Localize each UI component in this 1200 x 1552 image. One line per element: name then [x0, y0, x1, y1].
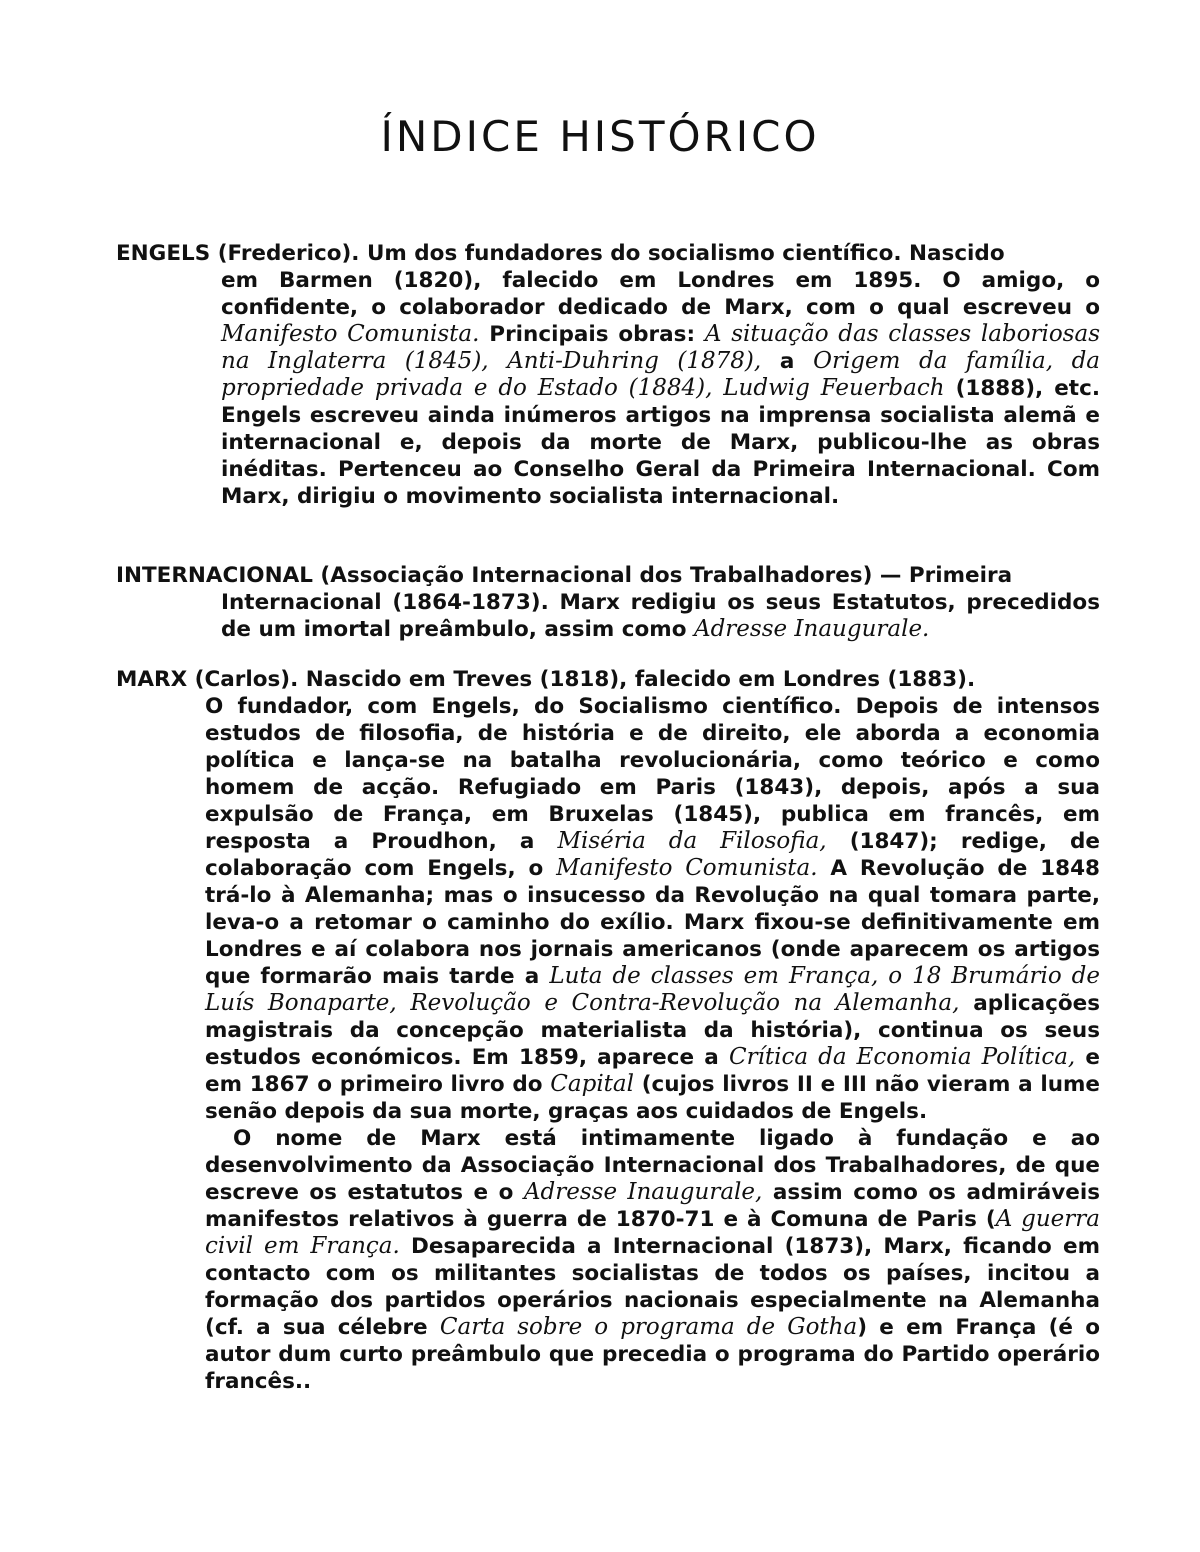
entry-first-line [116, 666, 1100, 693]
entry-first-text: (Frederico). Um dos fundadores do socialismo científico. Nascido [210, 241, 1005, 266]
work-title: Adresse Inaugurale, [523, 1179, 763, 1205]
entry-text: a [761, 349, 814, 374]
entry-paragraph-2 [205, 1125, 1100, 1395]
entry-text: (cujos livros II e III não vieram a lume senão depois da sua morte, graças aos cuidados de Engels. [205, 1072, 1100, 1124]
work-title: Origem da família, da propriedade privada e do Estado (1884), Ludwig Feuerbach [221, 348, 1101, 401]
work-title: Capital [550, 1071, 634, 1097]
index-entry-engels [116, 240, 1100, 510]
entry-text: Desaparecida a Internacional (1873), Marx, ficando em contacto com os militantes socialistas de todos os países, incitou a formação dos partidos operários nacionais especialmente na Alemanha (cf. a sua célebre [205, 1234, 1100, 1340]
entry-term: ENGELS [116, 241, 211, 266]
entry-text: (1847); redige, de colaboração com Engels, o [205, 829, 1100, 881]
entry-text: aplicações magistrais da concepção materialista da história), continua os seus estudos económicos. Em 1859, aparece a [205, 991, 1100, 1070]
work-title: Luta de classes em França, o 18 Brumário de Luís Bonaparte, Revolução e Contra-Revolução na Alemanha, [205, 963, 1100, 1016]
entry-body [221, 267, 1100, 510]
entry-text: e em 1867 o primeiro livro do [205, 1045, 1100, 1097]
entry-text: em Barmen (1820), falecido em Londres em 1895. O amigo, o confidente, o colaborador dedicado de Marx, com o qual escreveu o [221, 268, 1100, 320]
entry-text: A Revolução de 1848 trá-lo à Alemanha; mas o insucesso da Revolução na qual tomara parte, leva-o a retomar o caminho do exílio. Marx fixou-se definitivamente em Londres e aí colabora nos jornais americanos (onde aparecem os artigos que formarão mais tarde a [205, 856, 1100, 989]
entry-text: (1888), etc. Engels escreveu ainda inúmeros artigos na imprensa socialista alemã e internacional e, depois da morte de Marx, publicou-lhe as obras inéditas. Pertenceu ao Conselho Geral da Primeira Internacional. Com Marx, dirigiu o movimento socialista internacional. [221, 376, 1100, 509]
index-entry-internacional [116, 562, 1100, 643]
entry-term: MARX [116, 667, 188, 692]
work-title: Manifesto Comunista. [221, 321, 480, 347]
work-title: A situação das classes laboriosas na Inglaterra (1845), Anti-Duhring (1878), [221, 321, 1101, 374]
work-title: Manifesto Comunista. [556, 855, 818, 881]
entry-first-line [116, 562, 1100, 589]
work-title: Adresse Inaugurale. [693, 616, 930, 642]
entry-text: Principais obras: [479, 322, 705, 347]
work-title: Crítica da Economia Política, [728, 1044, 1076, 1070]
entry-text: O fundador, com Engels, do Socialismo científico. Depois de intensos estudos de filosofia, de história e de direito, ele aborda a economia política e lança-se na batalha revolucionária, como teórico e como homem de acção. Refugiado em Paris (1843), depois, após a sua expulsão de França, em Bruxelas (1845), publica em francês, em resposta a Proudhon, a [205, 694, 1100, 854]
entry-first-text: (Associação Internacional dos Trabalhadores) — Primeira [312, 563, 1013, 588]
entry-text: ) e em França (é o autor dum curto preâmbulo que precedia o programa do Partido operário francês.. [205, 1315, 1100, 1394]
entry-text: Internacional (1864-1873). Marx redigiu os seus Estatutos, precedidos de um imortal preâmbulo, assim como [221, 590, 1100, 642]
page-title: ÍNDICE HISTÓRICO [380, 112, 820, 161]
entry-text: O nome de Marx está intimamente ligado à fundação e ao desenvolvimento da Associação Internacional dos Trabalhadores, de que escreve os estatutos e o [205, 1126, 1100, 1205]
entry-body [221, 589, 1100, 643]
entry-first-text: (Carlos). Nascido em Treves (1818), falecido em Londres (1883). [187, 667, 976, 692]
work-title: Miséria da Filosofia, [557, 828, 827, 854]
entry-body [205, 693, 1100, 1125]
work-title: Carta sobre o programa de Gotha [439, 1314, 858, 1340]
entry-term: INTERNACIONAL [116, 563, 313, 588]
index-entry-marx [116, 666, 1100, 1395]
entry-first-line [116, 240, 1100, 267]
work-title: A guerra civil em França. [205, 1206, 1100, 1259]
entry-text: assim como os admiráveis manifestos relativos à guerra de 1870-71 e à Comuna de Paris ( [205, 1180, 1100, 1232]
